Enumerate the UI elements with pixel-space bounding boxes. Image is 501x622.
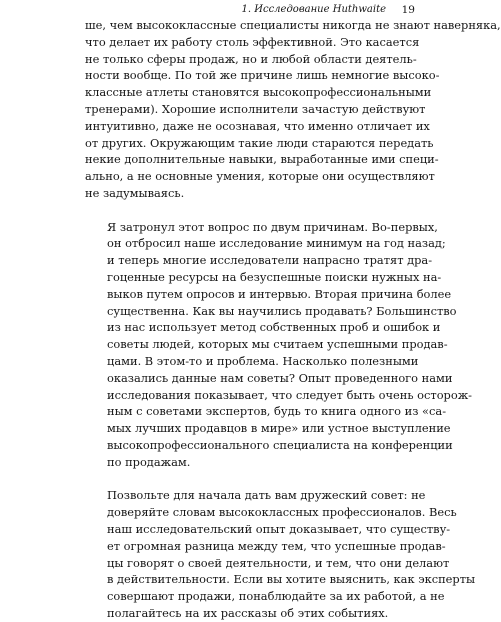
text-line: выков путем опросов и интервью. Вторая причина более	[107, 286, 452, 301]
text-line: интуитивно, даже не осознавая, что именно отличает их	[85, 118, 430, 133]
text-line: доверяйте словам высококлассных профессионалов. Весь	[107, 505, 457, 520]
text-line: из нас использует метод собственных проб и ошибок и	[107, 320, 441, 335]
paragraph-3	[85, 487, 476, 621]
text-line: оказались данные нам советы? Опыт проведенного нами	[107, 370, 453, 385]
text-line: цы говорят о своей деятельности, и тем, что они делают	[107, 555, 450, 570]
text-line: совершают продажи, понаблюдайте за их работой, а не	[107, 589, 445, 604]
text-line: Я затронул этот вопрос по двум причинам. Во-первых,	[107, 219, 438, 234]
text-line: от других. Окружающим такие люди стараются передать	[85, 135, 434, 150]
running-head	[0, 3, 420, 17]
text-line: что делает их работу столь эффективной. Это касается	[85, 34, 420, 49]
body-text	[85, 17, 501, 622]
text-line: в действительности. Если вы хотите выяснить, как эксперты	[107, 572, 476, 587]
text-line: исследования показывает, что следует быть очень осторож-	[107, 387, 473, 402]
text-line: полагайтесь на их рассказы об этих событиях.	[107, 605, 389, 620]
text-line: не задумываясь.	[85, 185, 185, 200]
text-line: Позвольте для начала дать вам дружеский совет: не	[107, 488, 426, 503]
text-line: существенна. Как вы научились продавать? Большинство	[107, 303, 457, 318]
text-line: мых лучших продавцов в мире» или устное выступление	[107, 421, 451, 436]
text-line: не только сферы продаж, но и любой области деятель-	[85, 51, 417, 66]
text-line: по продажам.	[107, 454, 191, 469]
text-line: ше, чем высококлассные специалисты никогда не знают наверняка,	[85, 18, 501, 32]
text-line: классные атлеты становятся высокопрофессиональными	[85, 85, 432, 100]
text-line: ально, а не основные умения, которые они осуществляют	[85, 169, 435, 184]
text-line: ет огромная разница между тем, что успешные продав-	[107, 538, 446, 553]
text-line: наш исследовательский опыт доказывает, что существу-	[107, 521, 451, 536]
text-line: цами. В этом-то и проблема. Насколько полезными	[107, 353, 419, 368]
text-line: гоценные ресурсы на безуспешные поиски нужных на-	[107, 269, 442, 284]
text-line: и теперь многие исследователи напрасно тратят дра-	[107, 253, 433, 268]
paragraph-2	[85, 219, 473, 471]
text-line: некие дополнительные навыки, выработанные ими специ-	[85, 152, 439, 167]
paragraph-1	[85, 17, 501, 202]
text-line: он отбросил наше исследование минимум на год назад;	[107, 236, 446, 251]
text-line: тренерами). Хорошие исполнители зачастую действуют	[85, 101, 426, 116]
text-line: высокопрофессионального специалиста на конференции	[107, 437, 453, 452]
page-number: 19	[401, 4, 415, 16]
text-line: советы людей, которых мы считаем успешными продав-	[107, 337, 448, 352]
text-line: ности вообще. По той же причине лишь немногие высоко-	[85, 68, 440, 83]
chapter-title: 1. Исследование Huthwaite	[241, 4, 386, 15]
text-line: ным с советами экспертов, будь то книга одного из «са-	[107, 404, 447, 419]
